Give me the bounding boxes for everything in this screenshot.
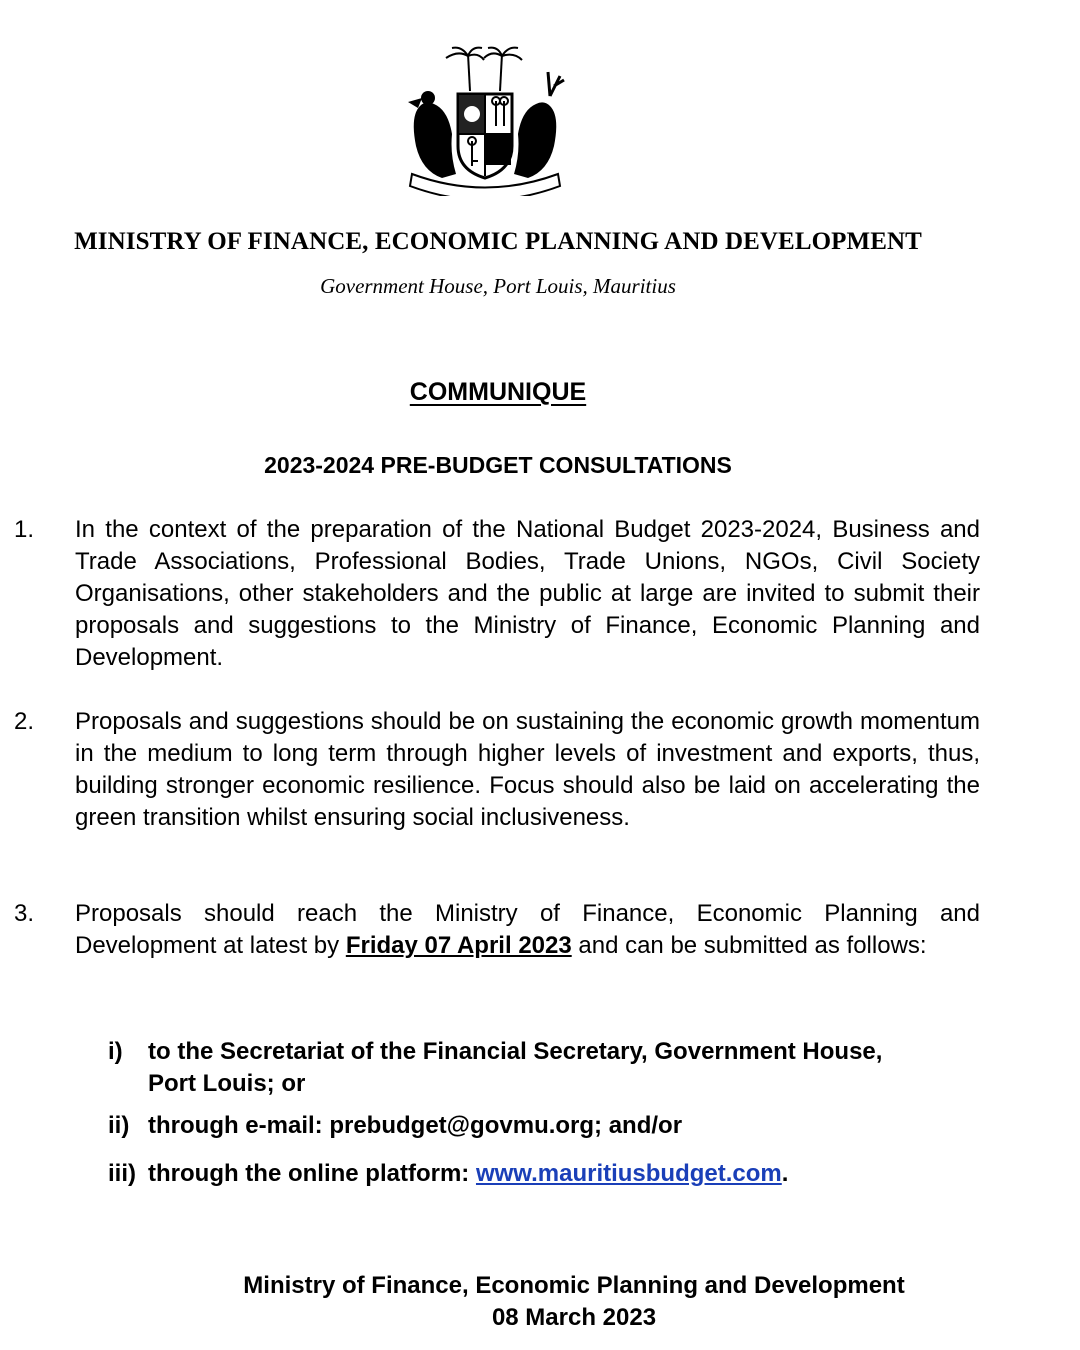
budget-website-link[interactable]: www.mauritiusbudget.com	[475, 1160, 782, 1187]
option-marker: i)	[108, 1038, 123, 1065]
document-subject: 2023-2024 PRE-BUDGET CONSULTATIONS	[264, 452, 732, 478]
paragraph-text-before: Proposals should reach the Ministry of Finance, Economic Planning and Development at latest by	[75, 900, 980, 959]
option-text-end: .	[781, 1160, 789, 1187]
coat-of-arms-icon	[400, 46, 570, 196]
option-marker: iii)	[108, 1160, 136, 1187]
option-text: through e-mail: prebudget@govmu.org; and/or	[148, 1112, 683, 1139]
paragraph-text	[75, 898, 980, 962]
ministry-address: Government House, Port Louis, Mauritius	[320, 274, 676, 298]
submission-options	[108, 1036, 928, 1190]
paragraph-text: Proposals and suggestions should be on sustaining the economic growth momentum in the medium to long term through higher levels of investment and exports, thus, building stronger economic resilience. Focus should also be laid on accelerating the green transition whilst ensuring social inclusiveness.	[75, 708, 980, 831]
footer-date: 08 March 2023	[491, 1304, 657, 1331]
deadline-date: Friday 07 April 2023	[345, 932, 572, 959]
paragraph-number: 1.	[14, 516, 35, 543]
paragraph-number: 2.	[14, 708, 35, 735]
paragraph-text-after: and can be submitted as follows:	[571, 932, 927, 959]
option-item	[108, 1158, 928, 1190]
document-title: COMMUNIQUE	[409, 378, 587, 406]
option-marker: ii)	[108, 1112, 130, 1139]
paragraph-number: 3.	[14, 900, 35, 927]
option-item	[108, 1036, 928, 1100]
option-item	[108, 1110, 928, 1142]
footer-ministry: Ministry of Finance, Economic Planning and Development	[243, 1272, 905, 1299]
paragraph-text: In the context of the preparation of the National Budget 2023-2024, Business and Trade Associations, Professional Bodies, Trade Unions, NGOs, Civil Society Organisations, other stakeholders and the public at large are invited to submit their proposals and suggestions to the Ministry of Finance, Economic Planning and Development.	[75, 516, 980, 671]
option-text: through the online platform:	[148, 1160, 476, 1187]
ministry-name: MINISTRY OF FINANCE, ECONOMIC PLANNING AND DEVELOPMENT	[74, 228, 922, 255]
signature-block	[190, 1270, 958, 1334]
option-text: to the Secretariat of the Financial Secretary, Government House, Port Louis; or	[148, 1038, 883, 1097]
